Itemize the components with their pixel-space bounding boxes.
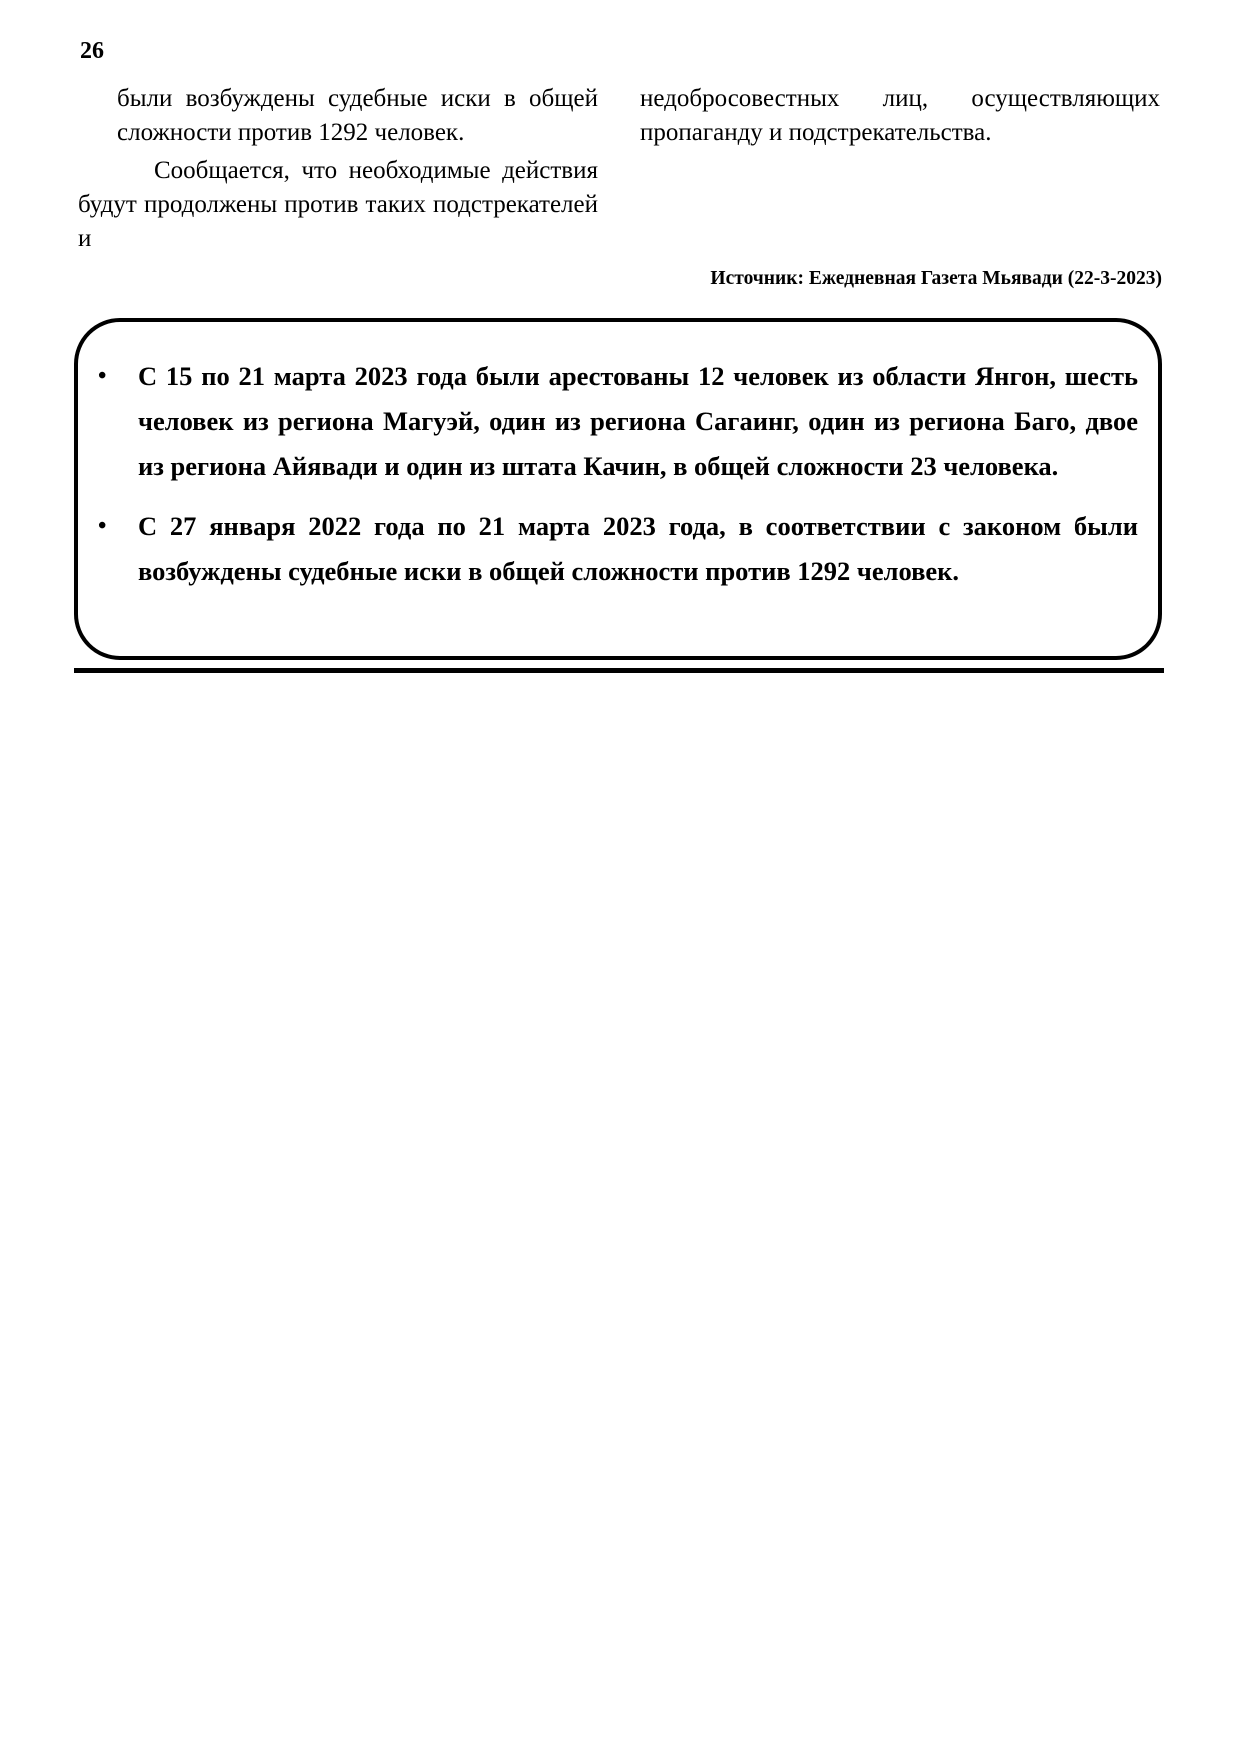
- right-column: [640, 82, 1160, 150]
- right-paragraph-continuation: недобросовестных лиц, осуществляющих пропаганду и подстрекательства.: [640, 85, 1160, 146]
- left-column: [78, 82, 598, 256]
- left-paragraph-continuation: были возбуждены судебные иски в общей сложности против 1292 человек.: [117, 85, 598, 146]
- summary-item-text: С 15 по 21 марта 2023 года были арестованы 12 человек из области Янгон, шесть человек из региона Магуэй, один из региона Сагаинг, один из региона Баго, двое из региона Айявади и один из штата Качин, в общей сложности 23 человека.: [138, 361, 1138, 481]
- summary-box: [74, 318, 1162, 660]
- bottom-divider: [74, 668, 1164, 673]
- bullet-icon: •: [98, 513, 107, 539]
- summary-list: [98, 354, 1138, 609]
- bullet-icon: •: [98, 363, 107, 389]
- page-number: 26: [80, 38, 104, 64]
- left-paragraph-statement: Сообщается, что необходимые действия будут продолжены против таких подстрекателей и: [78, 157, 598, 252]
- summary-item: [98, 354, 1138, 489]
- summary-item: [98, 504, 1138, 594]
- source-citation: Источник: Ежедневная Газета Мьявади (22-3-2023): [710, 268, 1162, 289]
- summary-item-text: С 27 января 2022 года по 21 марта 2023 года, в соответствии с законом были возбуждены судебные иски в общей сложности против 1292 человек.: [138, 511, 1138, 586]
